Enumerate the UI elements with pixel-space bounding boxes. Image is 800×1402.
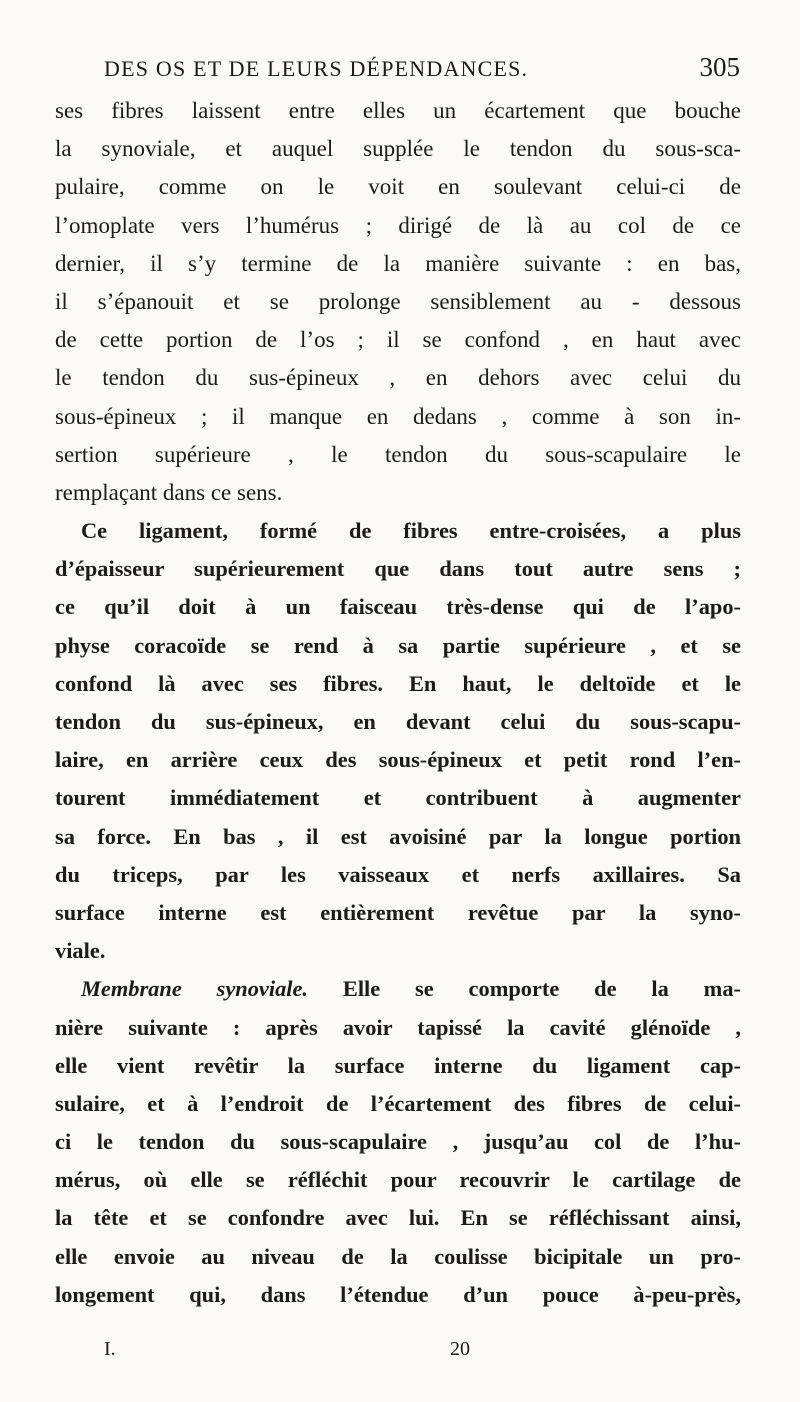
text-line: sulaire, et à l’endroit de l’écartement des fibres de celui-: [55, 1090, 741, 1116]
text-line: viale.: [55, 938, 106, 964]
text-line: pulaire, comme on le voit en soulevant celui-ci de: [55, 174, 741, 200]
text-line: elle vient revêtir la surface interne du ligament cap-: [55, 1052, 741, 1078]
section-first-line-rest: Elle se comporte de la ma-: [342, 976, 741, 1002]
text-line: la tête et se confondre avec lui. En se réfléchissant ainsi,: [55, 1205, 741, 1231]
signature-volume: I.: [104, 1338, 116, 1360]
text-line: longement qui, dans l’étendue d’un pouce à-peu-près,: [55, 1281, 741, 1307]
text-line: de cette portion de l’os ; il se confond , en haut avec: [55, 327, 741, 353]
text-line: elle envoie au niveau de la coulisse bicipitale un pro-: [55, 1243, 741, 1269]
text-line: mérus, où elle se réfléchit pour recouvrir le cartilage de: [55, 1167, 741, 1193]
text-line: la synoviale, et auquel supplée le tendon du sous-sca-: [55, 136, 741, 162]
section-heading: Membrane synoviale.: [81, 976, 309, 1002]
text-line: sous-épineux ; il manque en dedans , comme à son in-: [55, 403, 741, 429]
text-line: sertion supérieure , le tendon du sous-scapulaire le: [55, 441, 741, 467]
text-line: tourent immédiatement et contribuent à augmenter: [55, 785, 741, 811]
text-line: confond là avec ses fibres. En haut, le deltoïde et le: [55, 670, 741, 696]
text-line: d’épaisseur supérieurement que dans tout autre sens ;: [55, 556, 741, 582]
text-body: [55, 92, 741, 1314]
text-line: dernier, il s’y termine de la manière suivante : en bas,: [55, 250, 741, 276]
text-line: ses fibres laissent entre elles un écartement que bouche: [55, 98, 741, 123]
text-line: l’omoplate vers l’humérus ; dirigé de là au col de ce: [55, 212, 741, 238]
text-line: surface interne est entièrement revêtue par la syno-: [55, 899, 741, 925]
text-line: le tendon du sus-épineux , en dehors avec celui du: [55, 365, 741, 391]
text-line: sa force. En bas , il est avoisiné par la longue portion: [55, 823, 741, 849]
signature-line: [104, 1338, 470, 1368]
text-line: nière suivante : après avoir tapissé la cavité glénoïde ,: [55, 1014, 741, 1040]
text-line: ce qu’il doit à un faisceau très-dense qui de l’apo-: [55, 594, 741, 620]
text-line: laire, en arrière ceux des sous-épineux et petit rond l’en-: [55, 747, 741, 773]
running-title: DES OS ET DE LEURS DÉPENDANCES.: [104, 56, 529, 81]
signature-gathering: 20: [450, 1338, 470, 1360]
running-head: [104, 54, 740, 88]
text-line: Ce ligament, formé de fibres entre-croisées, a plus: [81, 518, 741, 544]
section-first-line: [55, 970, 741, 1008]
page-number: 305: [699, 52, 740, 82]
text-line: physe coracoïde se rend à sa partie supérieure , et se: [55, 632, 741, 658]
text-line: du triceps, par les vaisseaux et nerfs axillaires. Sa: [55, 861, 741, 887]
text-line: il s’épanouit et se prolonge sensiblement au - dessous: [55, 288, 741, 314]
text-line: tendon du sus-épineux, en devant celui du sous-scapu-: [55, 709, 741, 734]
text-line: ci le tendon du sous-scapulaire , jusqu’au col de l’hu-: [55, 1129, 741, 1155]
text-line: remplaçant dans ce sens.: [55, 479, 283, 505]
